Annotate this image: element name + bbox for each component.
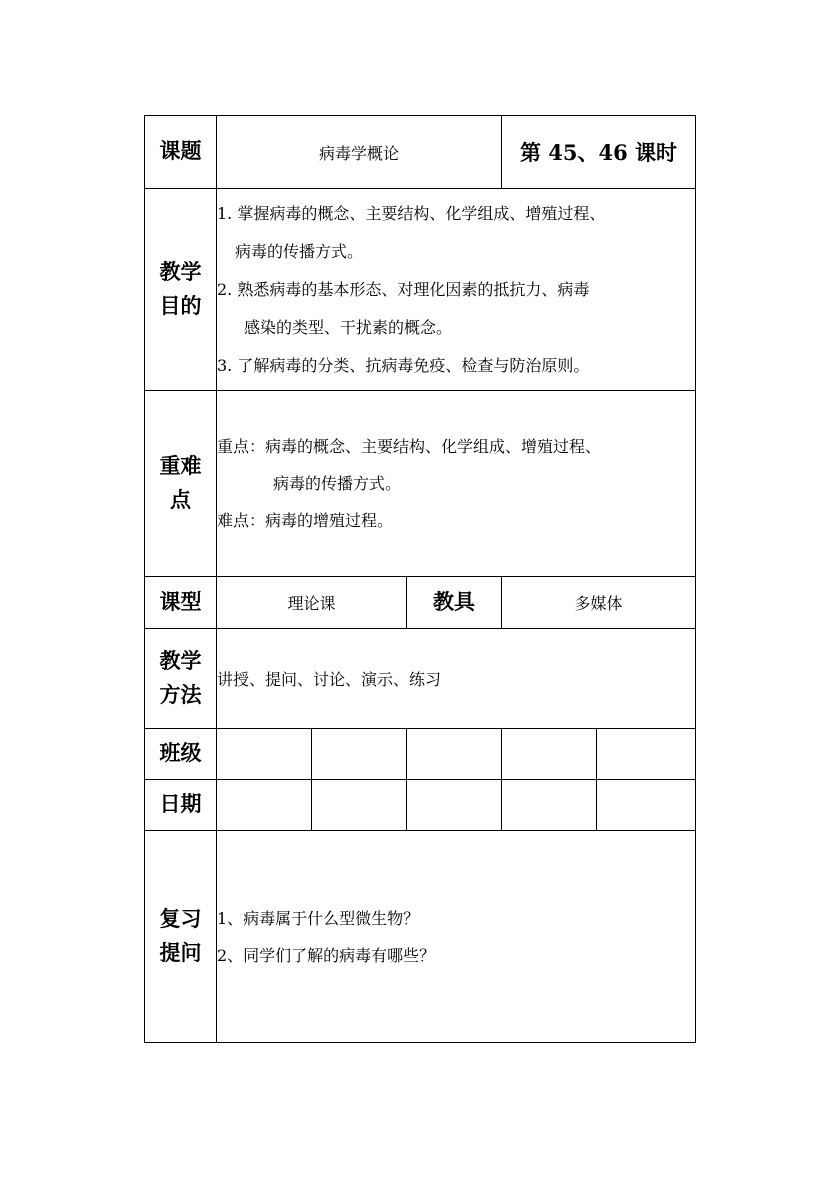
review-question: 2、同学们了解的病毒有哪些？ [217, 945, 436, 965]
course-type-row [145, 577, 696, 629]
objective-item [217, 271, 695, 347]
lesson-plan-table [144, 115, 696, 1043]
date-cell [502, 780, 597, 831]
review-content [217, 831, 696, 1043]
objectives-content [217, 189, 696, 391]
objective-1-first: 1. 掌握病毒的概念、主要结构、化学组成、增殖过程、 [217, 203, 606, 223]
key-point-first: 重点：病毒的概念、主要结构、化学组成、增殖过程、 [217, 437, 602, 456]
review-label-line2: 提问 [159, 940, 202, 965]
class-row [145, 729, 696, 780]
course-type-value: 理论课 [217, 577, 407, 629]
class-label: 班级 [145, 729, 217, 780]
lesson-number: 第 45、46 课时 [502, 116, 696, 189]
class-cell [217, 729, 312, 780]
objective-2-cont: 感染的类型、干扰素的概念。 [244, 317, 453, 337]
date-cell [312, 780, 407, 831]
method-value: 讲授、提问、讨论、演示、练习 [217, 629, 696, 729]
difficult-point: 难点：病毒的增殖过程。 [217, 511, 394, 530]
topic-label: 课题 [145, 116, 217, 189]
objective-1-cont: 病毒的传播方式。 [235, 241, 364, 261]
key-points-content [217, 391, 696, 577]
review-question: 1、病毒属于什么型微生物？ [217, 908, 420, 928]
date-row [145, 780, 696, 831]
objectives-row [145, 189, 696, 391]
date-cell [407, 780, 502, 831]
date-label: 日期 [145, 780, 217, 831]
objectives-label-line1: 教学 [159, 259, 202, 284]
objective-3-first: 3. 了解病毒的分类、抗病毒免疫、检查与防治原则。 [217, 355, 590, 375]
objectives-label-line2: 目的 [159, 293, 202, 318]
review-label-line1: 复习 [159, 906, 202, 931]
key-point-cont: 病毒的传播方式。 [273, 474, 402, 493]
key-points-row [145, 391, 696, 577]
key-points-label-line1: 重难 [159, 453, 202, 478]
method-label-line2: 方法 [159, 682, 202, 707]
class-cell [502, 729, 597, 780]
date-cell [597, 780, 696, 831]
class-cell [312, 729, 407, 780]
method-row [145, 629, 696, 729]
topic-value: 病毒学概论 [217, 116, 502, 189]
class-cell [597, 729, 696, 780]
method-label-line1: 教学 [159, 648, 202, 673]
key-points-label [145, 391, 217, 577]
objective-item [217, 347, 695, 385]
teaching-tools-label: 教具 [407, 577, 502, 629]
objectives-label [145, 189, 217, 391]
course-type-label: 课型 [145, 577, 217, 629]
review-label [145, 831, 217, 1043]
review-row [145, 831, 696, 1043]
method-label [145, 629, 217, 729]
topic-row [145, 116, 696, 189]
objective-item [217, 195, 695, 271]
key-points-label-line2: 点 [170, 487, 191, 512]
class-cell [407, 729, 502, 780]
teaching-tools-value: 多媒体 [502, 577, 696, 629]
date-cell [217, 780, 312, 831]
objective-2-first: 2. 熟悉病毒的基本形态、对理化因素的抵抗力、病毒 [217, 279, 590, 299]
